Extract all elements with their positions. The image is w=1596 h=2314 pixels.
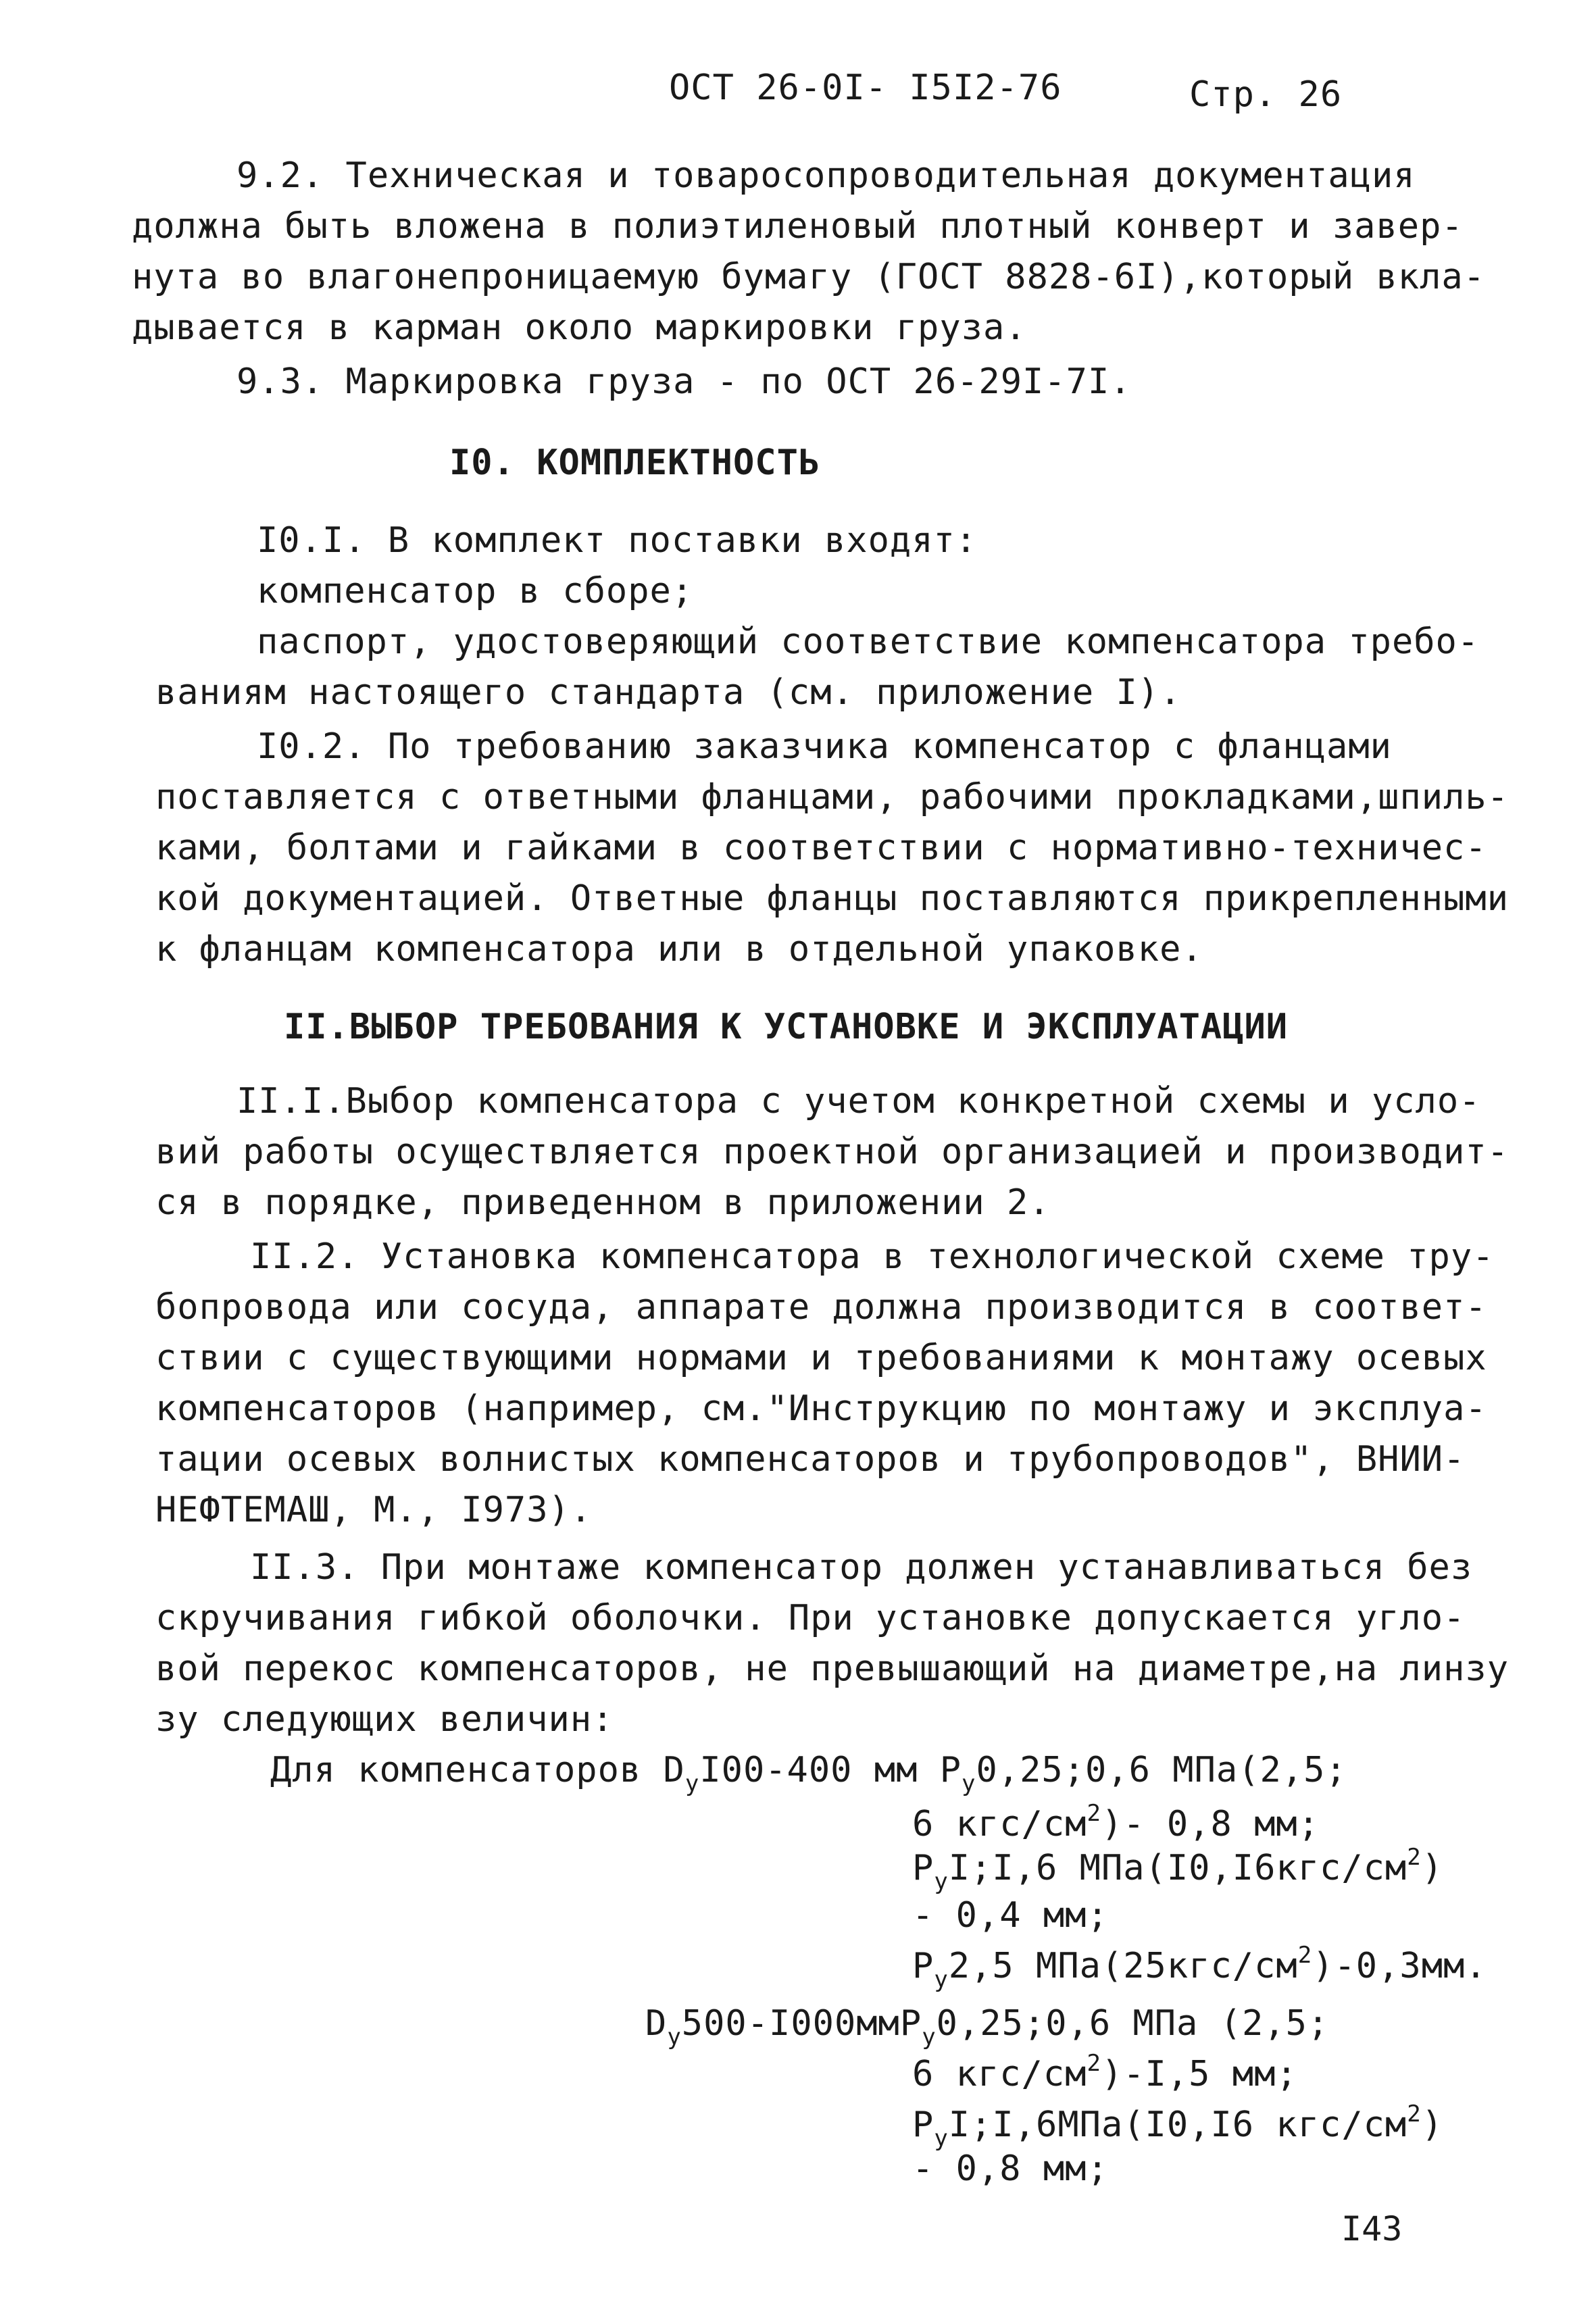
page-label: Стр. 26: [1189, 74, 1343, 115]
text-line: I0.2. По требованию заказчика компенсатор с фланцами: [257, 726, 1392, 767]
text-line: ками, болтами и гайками в соответствии с нормативно-техничес-: [155, 828, 1487, 868]
text-line: нута во влагонепроницаемую бумагу (ГОСТ 8828-6I),который вкла-: [132, 257, 1486, 297]
text-line: II.2. Установка компенсатора в технологической схеме тру-: [250, 1236, 1495, 1277]
text-line: ся в порядке, приведенном в приложении 2.: [155, 1182, 1051, 1223]
text-line: тации осевых волнистых компенсаторов и трубопроводов", ВНИИ-: [155, 1439, 1466, 1480]
text-line: компенсатор в сборе;: [257, 571, 694, 611]
spec-line: - 0,4 мм;: [912, 1895, 1109, 1936]
spec-line: 6 кгс/$см^2)-$ 0,8 мм;: [912, 1800, 1320, 1844]
spec-line: $D_у500-I000ммP_у0,25;0,6$ МПа (2,5;: [645, 2003, 1330, 2051]
text-line: НЕФТЕМАШ, М., I973).: [155, 1490, 593, 1530]
section-heading: II.ВЫБОР ТРЕБОВАНИЯ К УСТАНОВКЕ И ЭКСПЛУАТАЦИИ: [284, 1007, 1289, 1047]
text-line: к фланцам компенсатора или в отдельной упаковке.: [155, 929, 1203, 970]
text-line: дывается в карман около маркировки груза.: [132, 307, 1027, 348]
text-line: кой документацией. Ответные фланцы поставляются прикрепленными: [155, 878, 1510, 919]
page-number: I43: [1341, 2209, 1403, 2248]
text-line: поставляется с ответными фланцами, рабочими прокладками,шпиль-: [155, 777, 1510, 818]
spec-line: $P_у2,5$ $МПа(25кгс/см^2)-0,3мм$.: [912, 1942, 1487, 1993]
text-line: вий работы осуществляется проектной организацией и производит-: [155, 1132, 1510, 1172]
text-line: ствии с существующими нормами и требованиями к монтажу осевых: [155, 1338, 1487, 1378]
text-line: компенсаторов (например, см."Инструкцию по монтажу и эксплуа-: [155, 1388, 1487, 1429]
spec-intro: Для компенсаторов $D_уI00-400$ мм $P_у0,25;0,6$ МПа(2,5;: [270, 1750, 1347, 1797]
standard-code: ОСТ 26-0I- I5I2-76: [669, 68, 1062, 108]
text-line: зу следующих величин:: [155, 1699, 614, 1740]
text-line: II.I.Выбор компенсатора с учетом конкретной схемы и усло-: [236, 1081, 1481, 1122]
text-line: должна быть вложена в полиэтиленовый плотный конверт и завер-: [132, 206, 1464, 247]
text-line: паспорт, удостоверяющий соответствие компенсатора требо-: [257, 622, 1480, 662]
section-heading: I0. КОМПЛЕКТНОСТЬ: [449, 443, 821, 483]
text-line: I0.I. В комплект поставки входят:: [257, 520, 978, 561]
text-line: 9.2. Техническая и товаросопроводительная документация: [236, 155, 1416, 196]
text-line: 9.3. Маркировка груза - по ОСТ 26-29I-7I.: [236, 361, 1132, 402]
spec-line: - 0,8 мм;: [912, 2148, 1109, 2189]
spec-line: 6 кгс/$см^2)-I,5$ мм;: [912, 2050, 1298, 2094]
text-line: II.3. При монтаже компенсатор должен устанавливаться без: [250, 1547, 1473, 1588]
text-line: скручивания гибкой оболочки. При установке допускается угло-: [155, 1598, 1466, 1638]
text-line: ваниям настоящего стандарта (см. приложение I).: [155, 672, 1182, 713]
spec-line: $P_уI;I,6$ $МПа(I0,I6кгс/см^2)$: [912, 1844, 1444, 1895]
spec-line: $P_уI;I,6МПа(I0,I6$ кгс/$см^2$): [912, 2101, 1444, 2152]
text-line: вой перекос компенсаторов, не превышающий на диаметре,на линзу: [155, 1649, 1510, 1689]
text-line: бопровода или сосуда, аппарате должна производится в соответ-: [155, 1287, 1487, 1328]
